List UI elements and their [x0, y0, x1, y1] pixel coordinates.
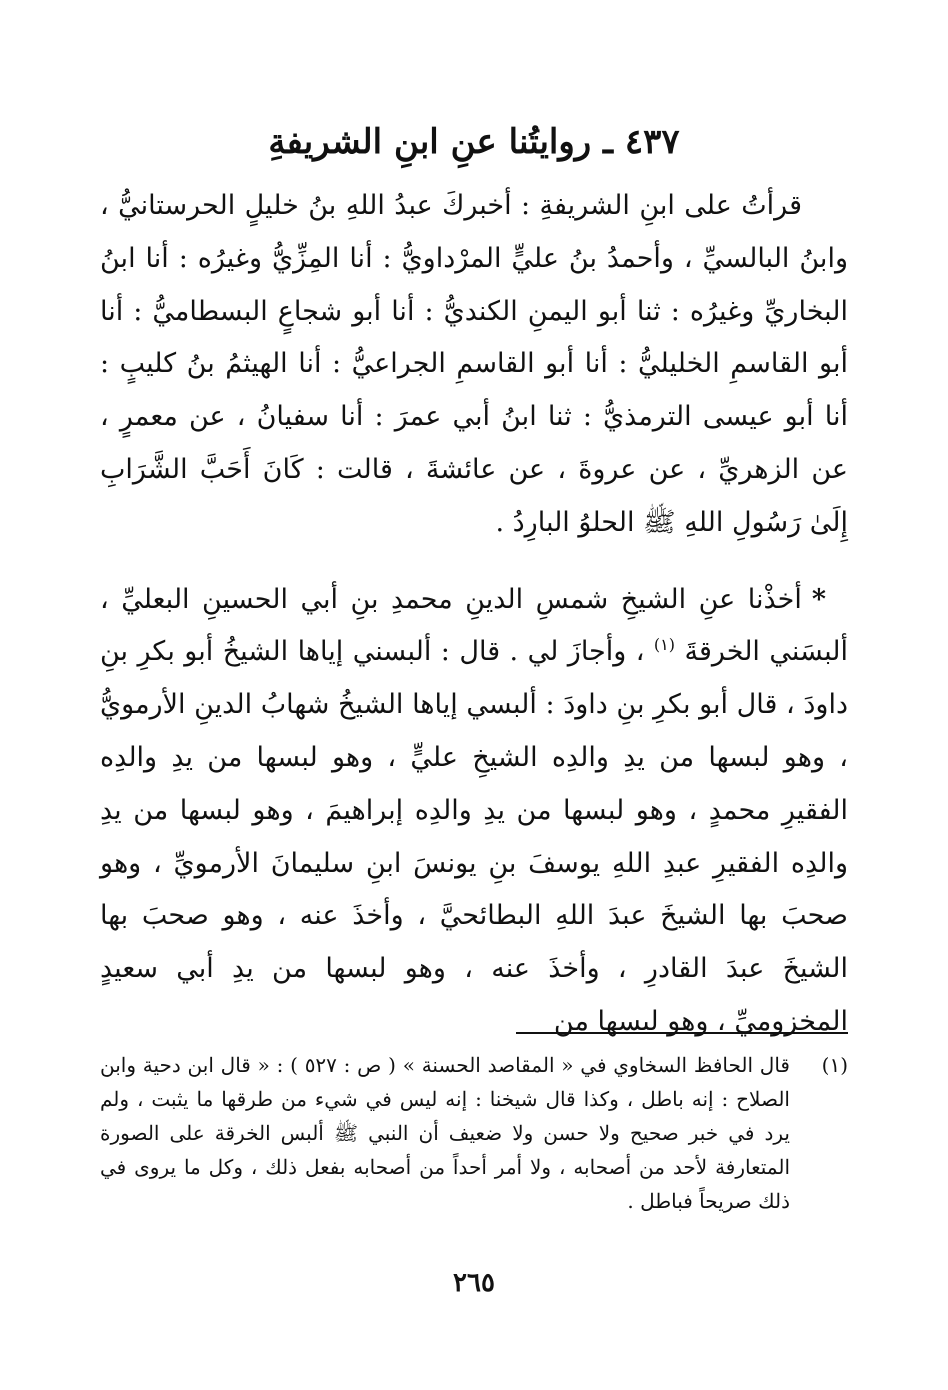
footnote-number: (١) — [821, 1053, 848, 1077]
paragraph-khirqa-part-2: ، وأجازَ لي . قال : ألبسني إياها الشيخُ أبو بكرِ بنِ داودَ ، قال أبو بكرِ بنِ داودَ : ألبسي إياها الشيخُ شهابُ الدينِ الأرمويُّ ، وهو لبسها من يدِ والدِه الشيخِ عليٍّ ، وهو لبسها من يدِ والدِه الفقيرِ محمدٍ ، وهو لبسها من يدِ والدِه إبراهيمَ ، وهو لبسها من يدِ والدِه الفقيرِ عبدِ اللهِ يوسفَ بنِ يونسَ ابنِ سليمانَ الأرمويِّ ، وهو صحبَ بها الشيخَ عبدَ اللهِ البطائحيَّ ، وأخذَ عنه ، وهو صحبَ بها الشيخَ عبدَ القادرِ ، وأخذَ عنه ، وهو لبسها من يدِ أبي سعيدٍ المخزوميِّ ، وهو لبسها من — [100, 636, 848, 1037]
chapter-title: ٤٣٧ ـ روايتُنا عنِ ابنِ الشريفةِ — [268, 122, 680, 162]
asterisk-icon: * — [811, 583, 826, 615]
paragraph-isnad: قرأتُ على ابنِ الشريفةِ : أخبركَ عبدُ اللهِ بنُ خليلٍ الحرستانيُّ ، وابنُ البالسيِّ ، وأحمدُ بنُ عليٍّ المرْداويُّ : أنا المِزِّيُّ وغيرُه : أنا ابنُ البخاريِّ وغيرُه : ثنا أبو اليمنِ الكنديُّ : أنا أبو شجاعٍ البسطاميُّ : أنا أبو القاسمِ الخليليُّ : أنا أبو القاسمِ الجراعيُّ : أنا الهيثمُ بنُ كليبٍ : أنا أبو عيسى الترمذيُّ : ثنا ابنُ أبي عمرَ : أنا سفيانُ ، عن معمرٍ ، عن الزهريِّ ، عن عروةَ ، عن عائشةَ ، قالت : كَانَ أَحَبَّ الشَّرَابِ إِلَىٰ رَسُولِ اللهِ ﷺ الحلوُ البارِدُ . — [100, 190, 848, 538]
footnote — [100, 1048, 848, 1218]
paragraph-khirqa-part-1: أخذْنا عنِ الشيخِ شمسِ الدينِ محمدِ بنِ أبي الحسينِ البعليِّ ، ألبسَني الخرقةَ — [100, 583, 848, 668]
page-number: ٢٦٥ — [453, 1268, 495, 1298]
footnote-text: قال الحافظ السخاوي في « المقاصد الحسنة » ( ص : ٥٢٧ ) : « قال ابن دحية وابن الصلاح : إنه باطل ، وكذا قال شيخنا : إنه ليس في شيء من طرقها ما يثبت ، ولم يرد في خبر صحيح ولا حسن ولا ضعيف أن النبي ﷺ ألبس الخرقة على الصورة المتعارفة لأحد من أصحابه ، ولا أمر أحداً من أصحابه بفعل ذلك ، وكل ما يروى في ذلك صريحاً فباطل . — [100, 1053, 790, 1213]
body-text — [100, 180, 848, 1049]
footnote-reference[interactable]: (١) — [653, 635, 676, 655]
paragraph-khirqa — [100, 574, 848, 1049]
page-content — [100, 110, 848, 1049]
footnote-divider — [516, 1032, 848, 1034]
